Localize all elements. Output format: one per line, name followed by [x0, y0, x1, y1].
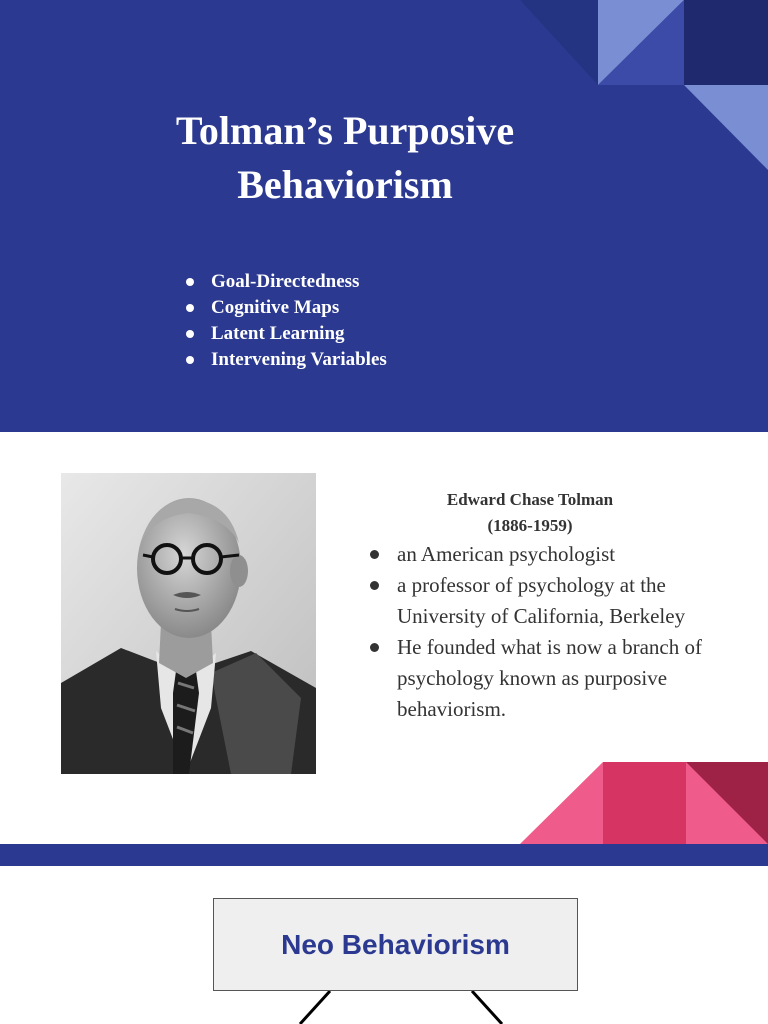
- slide-title-heading: [110, 104, 580, 212]
- slide-neo-behaviorism: [0, 866, 768, 1024]
- slide-biography: [0, 432, 768, 844]
- neo-behaviorism-box: [213, 898, 578, 991]
- list-item: He founded what is now a branch of psychology known as purposive behaviorism.: [368, 632, 718, 725]
- bio-heading: [400, 487, 660, 539]
- list-item: Cognitive Maps: [186, 295, 387, 321]
- list-item: a professor of psychology at the University of California, Berkeley: [368, 570, 718, 632]
- portrait-photo: [61, 473, 316, 774]
- slide-title: [0, 0, 768, 432]
- neo-behaviorism-label: Neo Behaviorism: [281, 928, 510, 960]
- list-item: Goal-Directedness: [186, 269, 387, 295]
- topic-bullet-list: [186, 269, 387, 373]
- person-years: (1886-1959): [487, 516, 573, 535]
- list-item: an American psychologist: [368, 539, 718, 570]
- portrait-illustration: [61, 473, 316, 774]
- bio-bullet-list: [368, 539, 718, 725]
- list-item: Intervening Variables: [186, 347, 387, 373]
- list-item: Latent Learning: [186, 321, 387, 347]
- slide-divider-bar: [0, 844, 768, 866]
- title-line-2: Behaviorism: [237, 162, 453, 207]
- title-line-1: Tolman’s Purposive: [175, 108, 515, 153]
- person-name: Edward Chase Tolman: [446, 490, 614, 509]
